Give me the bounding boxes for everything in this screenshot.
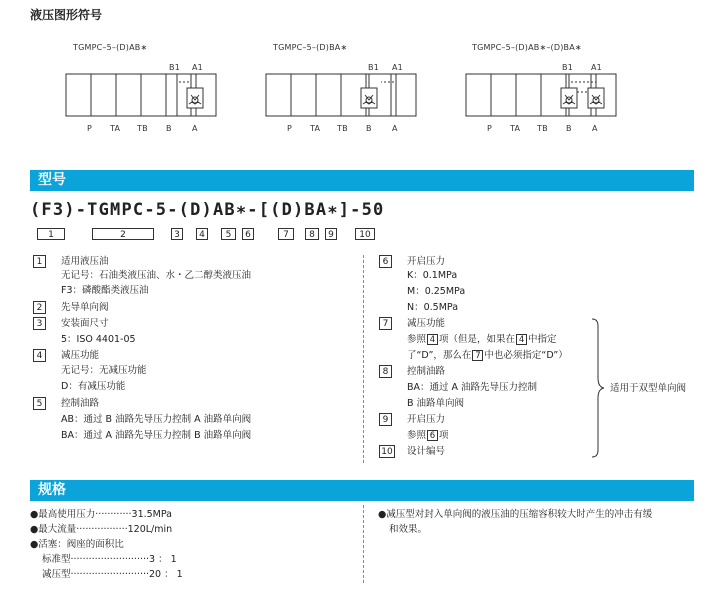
code-box-2: 2 <box>92 228 154 240</box>
diagram-label-1: TGMPC–5–(D)AB∗ <box>73 43 148 52</box>
item-9-title: 开启压力 <box>407 414 446 425</box>
item-4-line: D：有减压功能 <box>61 381 126 392</box>
item-7-title: 减压功能 <box>407 318 446 329</box>
item-5-title: 控制油路 <box>61 398 100 409</box>
item-7-line-1 <box>407 333 557 346</box>
port-label-a: A <box>592 124 598 133</box>
port-label-a: A <box>192 124 198 133</box>
item-6-line: K：0.1MPa <box>407 270 458 281</box>
code-box-7: 7 <box>278 228 294 240</box>
item-6-line: N：0.5MPa <box>407 302 459 313</box>
port-label-ta: TA <box>110 124 121 133</box>
port-label-a1: A1 <box>192 63 203 72</box>
section-bar-model: 型号 <box>30 170 694 191</box>
port-label-tb: TB <box>337 124 348 133</box>
ref-box: 7 <box>472 350 483 361</box>
item-number-8: 8 <box>379 365 392 378</box>
code-box-1: 1 <box>37 228 65 240</box>
item-number-3: 3 <box>33 317 46 330</box>
brace-note: 适用于双型单向阀 <box>610 383 687 394</box>
item-8-title: 控制油路 <box>407 366 446 377</box>
code-box-9: 9 <box>325 228 337 240</box>
item-1-line: F3：磷酸酯类液压油 <box>61 285 149 296</box>
item-number-9: 9 <box>379 413 392 426</box>
spec-line: ●最大流量·················120L/min <box>30 524 173 535</box>
port-label-ta: TA <box>310 124 321 133</box>
port-label-b1: B1 <box>169 63 180 72</box>
section-title-symbols: 液压图形符号 <box>30 8 103 22</box>
port-label-p: P <box>287 124 293 133</box>
port-label-tb: TB <box>137 124 148 133</box>
spec-line: 减压型··························20 ： 1 <box>42 569 183 580</box>
item-9-line <box>407 429 449 442</box>
spec-line: 标准型··························3 ： 1 <box>42 554 177 565</box>
item-7-text: 了“D”，那么在 <box>407 350 472 361</box>
item-7-text: 项（但是，如果在 <box>439 334 516 345</box>
item-number-5: 5 <box>33 397 46 410</box>
code-box-6: 6 <box>242 228 254 240</box>
ref-box: 6 <box>427 430 438 441</box>
port-label-ta: TA <box>510 124 521 133</box>
item-8-line: BA：通过 A 油路先导压力控制 <box>407 382 538 393</box>
item-number-10: 10 <box>379 445 395 458</box>
code-box-5: 5 <box>221 228 236 240</box>
item-10-title: 设计编号 <box>407 446 446 457</box>
code-box-10: 10 <box>355 228 375 240</box>
item-number-6: 6 <box>379 255 392 268</box>
spec-note: 和效果。 <box>389 524 428 535</box>
port-label-p: P <box>487 124 493 133</box>
item-8-line: B 油路单向阀 <box>407 398 465 409</box>
item-4-line: 无记号：无减压功能 <box>61 365 147 376</box>
item-5-line: BA：通过 A 油路先导压力控制 B 油路单向阀 <box>61 430 252 441</box>
port-label-a: A <box>392 124 398 133</box>
ref-box: 4 <box>427 334 438 345</box>
spec-line: ●最高使用压力············31.5MPa <box>30 509 172 520</box>
item-2-title: 先导单向阀 <box>61 302 109 313</box>
item-3-line: 5：ISO 4401-05 <box>61 334 136 345</box>
item-3-title: 安装面尺寸 <box>61 318 109 329</box>
port-label-b: B <box>166 124 172 133</box>
item-5-line: AB：通过 B 油路先导压力控制 A 油路单向阀 <box>61 414 252 425</box>
item-9-text: 项 <box>439 430 449 441</box>
item-7-text: 中也必须指定“D”） <box>484 350 568 361</box>
port-label-a1: A1 <box>392 63 403 72</box>
port-label-b1: B1 <box>368 63 379 72</box>
port-label-p: P <box>87 124 93 133</box>
item-number-4: 4 <box>33 349 46 362</box>
port-label-a1: A1 <box>591 63 602 72</box>
code-box-8: 8 <box>305 228 319 240</box>
port-label-b: B <box>566 124 572 133</box>
spec-divider <box>363 505 364 583</box>
item-9-text: 参照 <box>407 430 427 441</box>
section-bar-specs: 规格 <box>30 480 694 501</box>
column-divider <box>363 255 364 463</box>
code-box-4: 4 <box>196 228 208 240</box>
item-7-line-2 <box>407 349 568 362</box>
ref-box: 4 <box>516 334 527 345</box>
spec-note: ●减压型对封入单向阀的液压油的压缩容积较大时产生的冲击有缓 <box>378 509 653 520</box>
item-number-2: 2 <box>33 301 46 314</box>
item-1-line: 无记号：石油类液压油、水・乙二醇类液压油 <box>61 270 252 281</box>
item-7-text: 中指定 <box>528 334 557 345</box>
port-label-tb: TB <box>537 124 548 133</box>
port-label-b1: B1 <box>562 63 573 72</box>
item-1-title: 适用液压油 <box>61 256 109 267</box>
item-7-text: 参照 <box>407 334 427 345</box>
item-6-title: 开启压力 <box>407 256 446 267</box>
item-4-title: 减压功能 <box>61 350 100 361</box>
item-6-line: M：0.25MPa <box>407 286 466 297</box>
diagram-label-3: TGMPC–5–(D)AB∗–(D)BA∗ <box>472 43 582 52</box>
port-label-b: B <box>366 124 372 133</box>
code-box-3: 3 <box>171 228 183 240</box>
model-code: (F3)-TGMPC-5-(D)AB∗-[(D)BA∗]-50 <box>30 200 385 220</box>
item-number-1: 1 <box>33 255 46 268</box>
diagram-label-2: TGMPC–5–(D)BA∗ <box>273 43 348 52</box>
brace-icon <box>590 318 610 458</box>
item-number-7: 7 <box>379 317 392 330</box>
spec-line: ●活塞：阀座的面积比 <box>30 539 124 550</box>
